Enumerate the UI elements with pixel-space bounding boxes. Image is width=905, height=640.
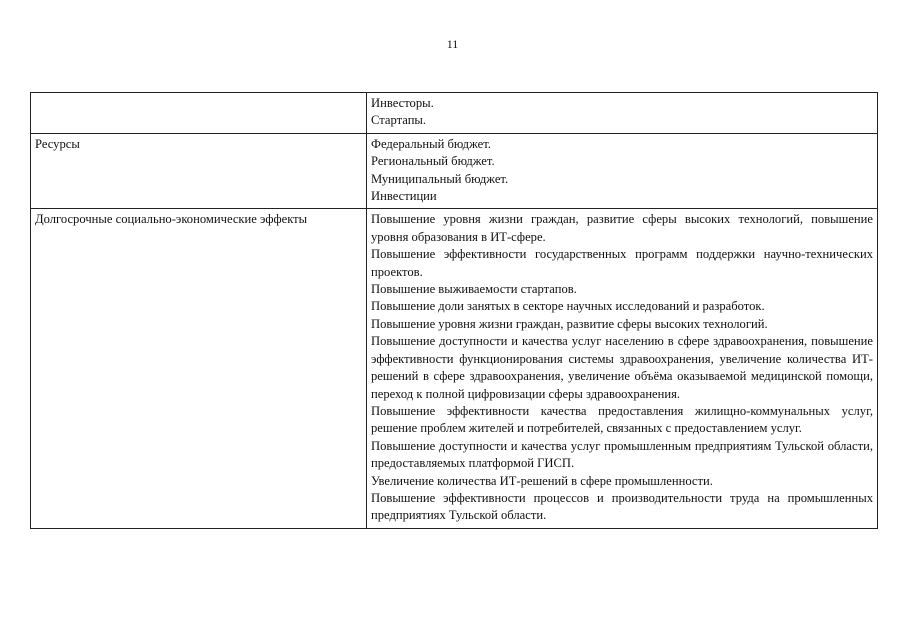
- table-row: [31, 133, 878, 209]
- content-paragraph: Повышение эффективности государственных программ поддержки научно-технических проектов.: [371, 247, 873, 279]
- content-line: Федеральный бюджет.: [371, 136, 491, 151]
- page-number: 11: [446, 37, 459, 51]
- content-paragraph: Увеличение количества ИТ-решений в сфере промышленности.: [371, 473, 713, 488]
- row-label-cell: Ресурсы: [31, 133, 367, 209]
- content-paragraph: Повышение уровня жизни граждан, развитие сферы высоких технологий.: [371, 316, 768, 331]
- row-content-cell: [367, 209, 878, 528]
- content-line: Муниципальный бюджет.: [371, 171, 509, 186]
- document-table: [30, 92, 878, 529]
- row-content-cell: [367, 93, 878, 134]
- table-row: [31, 93, 878, 134]
- row-label-cell: [31, 93, 367, 134]
- content-line: Инвестиции: [371, 189, 437, 204]
- content-paragraph: Повышение уровня жизни граждан, развитие сферы высоких технологий, повышение уровня образования в ИТ-сфере.: [371, 212, 873, 244]
- content-paragraph: Повышение доступности и качества услуг промышленным предприятиям Тульской области, предоставляемых платформой ГИСП.: [371, 438, 873, 471]
- content-paragraph: Повышение эффективности качества предоставления жилищно-коммунальных услуг, решение проблем жителей и потребителей, связанных с предоставлением услуг.: [371, 403, 873, 436]
- content-paragraph: Повышение доступности и качества услуг населению в сфере здравоохранения, повышение эффективности функционирования системы здравоохранения, увеличение количества ИТ-решений в сфере здравоохранения, увеличение объёма оказываемой медицинской помощи, переход к полной цифровизации сферы здравоохранения.: [371, 334, 873, 401]
- table-row: [31, 209, 878, 528]
- content-line: Инвесторы.: [371, 96, 434, 110]
- content-paragraph: Повышение выживаемости стартапов.: [371, 282, 577, 297]
- row-label-cell: Долгосрочные социально-экономические эффекты: [31, 209, 367, 528]
- content-paragraph: Повышение доли занятых в секторе научных исследований и разработок.: [371, 299, 765, 314]
- content-line: Стартапы.: [371, 113, 427, 128]
- row-content-cell: [367, 133, 878, 209]
- content-paragraph: Повышение эффективности процессов и производительности труда на промышленных предприятиях Тульской области.: [371, 490, 873, 523]
- content-line: Региональный бюджет.: [371, 154, 495, 169]
